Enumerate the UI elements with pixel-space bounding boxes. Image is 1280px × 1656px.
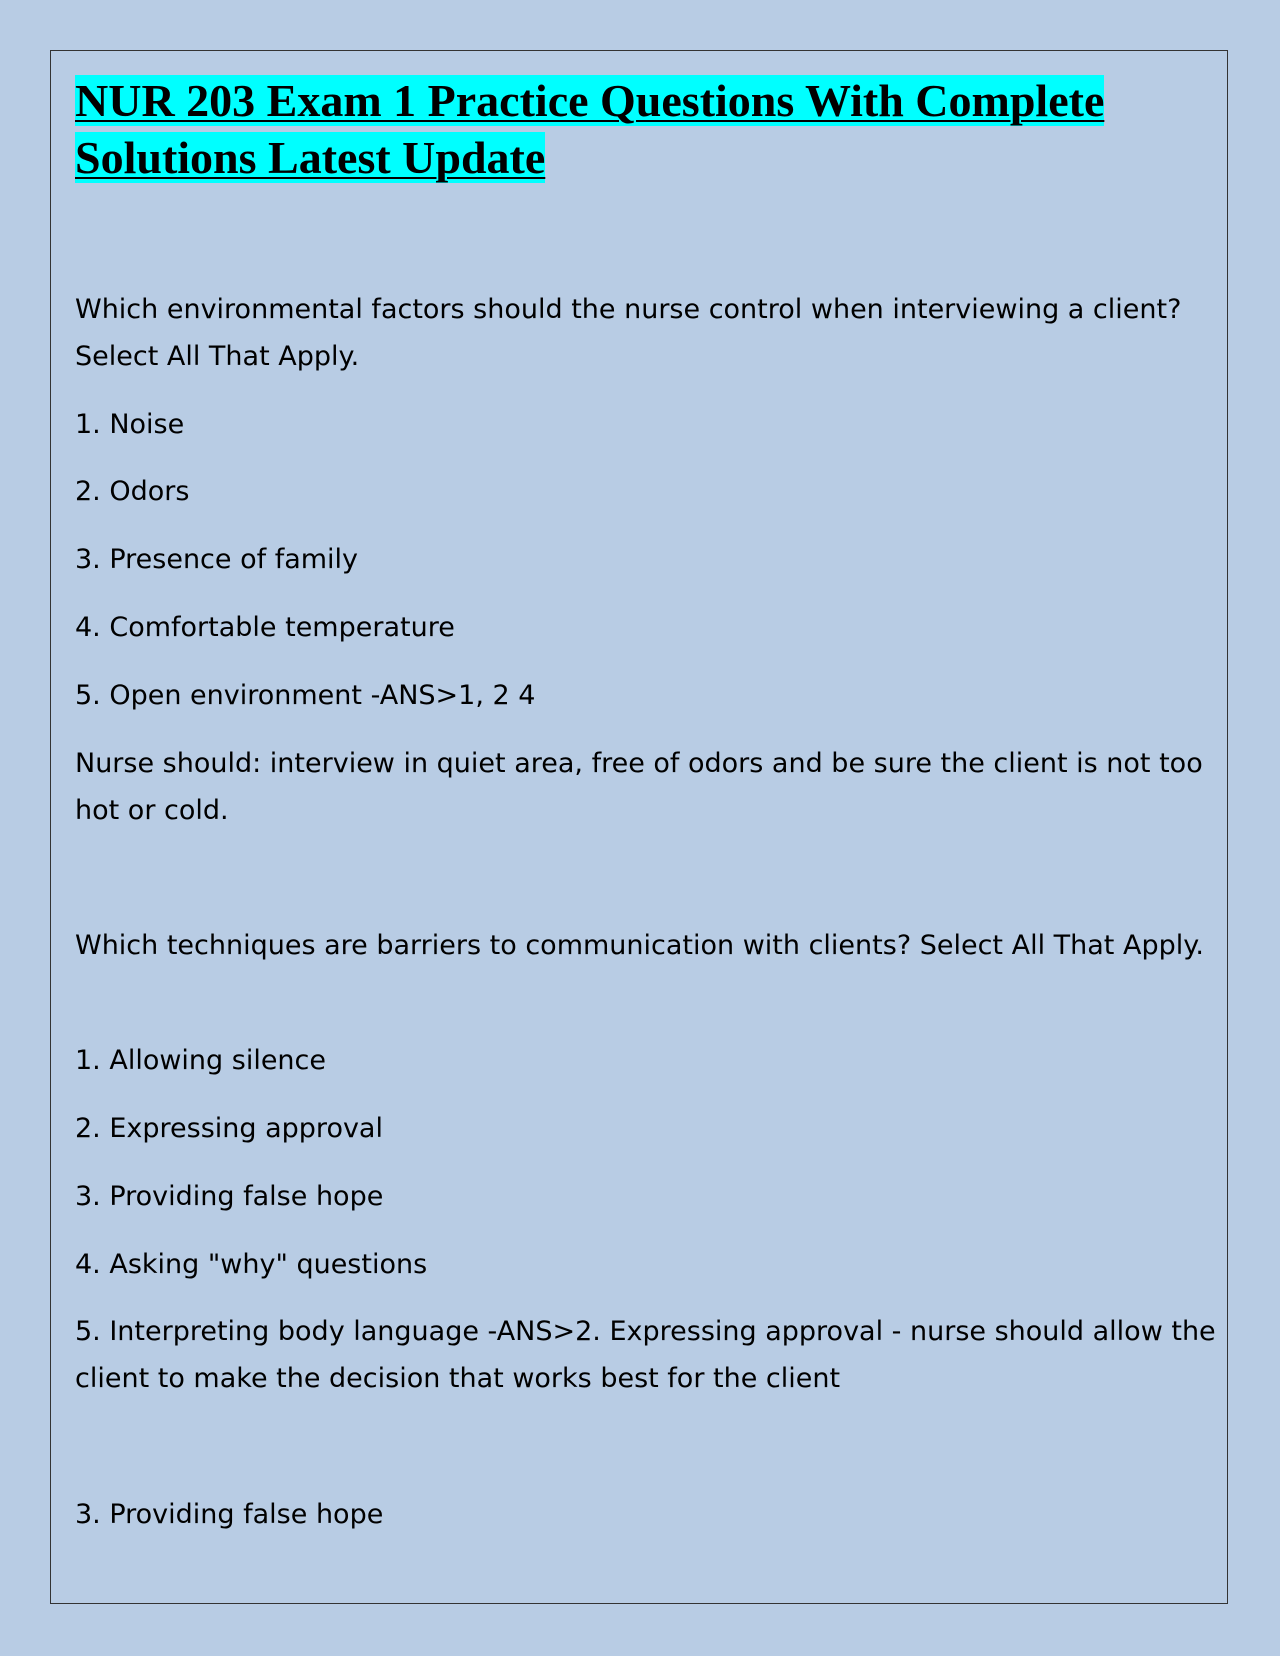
question-1-option-2: 2. Odors	[75, 476, 190, 507]
question-2-option-3: 3. Providing false hope	[75, 1181, 384, 1212]
question-1-option-5: 5. Open environment -ANS>1, 2 4	[75, 680, 536, 711]
question-2-option-5: 5. Interpreting body language -ANS>2. Expressing approval - nurse should allow the client to make the decision that works best for the client	[75, 1316, 1216, 1394]
question-2-stem: Which techniques are barriers to communication with clients? Select All That Apply.	[75, 930, 1204, 961]
question-1-stem: Which environmental factors should the nurse control when interviewing a client? Select All That Apply.	[75, 294, 1182, 372]
question-2-option-2: 2. Expressing approval	[75, 1113, 383, 1144]
question-1-option-4: 4. Comfortable temperature	[75, 612, 455, 643]
question-1-rationale: Nurse should: interview in quiet area, free of odors and be sure the client is not too hot or cold.	[75, 748, 1203, 826]
question-2-option-4: 4. Asking "why" questions	[75, 1249, 428, 1280]
document-title	[75, 72, 1215, 186]
question-2-trailing-answer: 3. Providing false hope	[75, 1499, 384, 1530]
document-title-text: NUR 203 Exam 1 Practice Questions With Complete Solutions Latest Update	[75, 75, 1105, 183]
question-1-option-1: 1. Noise	[75, 409, 185, 440]
question-2-option-1: 1. Allowing silence	[75, 1045, 327, 1076]
question-1-option-3: 3. Presence of family	[75, 544, 359, 575]
